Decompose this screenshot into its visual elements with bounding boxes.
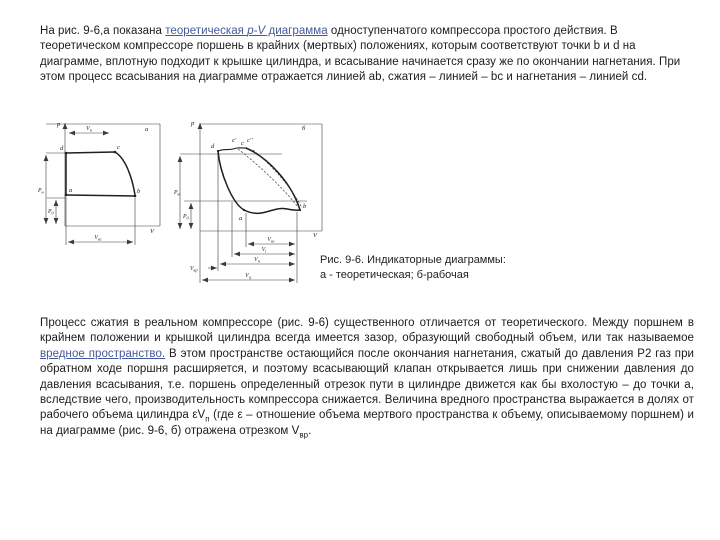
dead-space-link[interactable]: вредное пространство. (40, 347, 166, 360)
point-a-label-b: a (239, 215, 243, 222)
dim-vc-label: $V_ц$ (245, 273, 251, 280)
axis-v-label-b: V (313, 232, 317, 239)
figure-caption-subtitle: а - теоретическая; б-рабочая (320, 269, 469, 281)
dim-vi-label: $V_i$ (261, 247, 267, 254)
figure-caption (320, 253, 506, 283)
pv-diagram-theoretical (38, 116, 170, 256)
point-d-label-a: d (60, 145, 64, 152)
diagram-a-labels (38, 121, 155, 241)
figure-caption-title: Рис. 9-6. Индикаторные диаграммы: (320, 254, 506, 266)
point-c-doubleprime-label: c'' (247, 137, 253, 144)
diagram-b-reference-lines (180, 151, 307, 271)
point-d-label-b: d (211, 143, 215, 150)
vvr-subscript: вр (299, 430, 309, 440)
point-c-label-b: c (241, 140, 244, 147)
paragraph-real-compressor (40, 316, 694, 439)
point-c-label-a: c (117, 144, 120, 151)
dim-pn-label-a: $P_н$ (38, 188, 44, 195)
paragraph-intro (40, 24, 692, 86)
point-a-label-a: a (69, 187, 73, 194)
subfigure-a-label: а (145, 126, 149, 133)
real-text-mid: В этом пространстве остающийся после окончания нагнетания, сжатый до давления Р2 газ при обратном ходе поршня расширяется, и поэтому всасывающий клапан открывается лишь при снижении давления до давления всасывания, т.е. поршень определенный отрезок пути в цилиндре движется как бы вхолостую – до точки a, вследствие чего, производительность компрессора снижается. Величина вредного пространства выражается в долях от рабочего объема цилиндра εV (40, 347, 694, 422)
point-c-prime-label: c' (232, 137, 237, 144)
diagram-b-frame (200, 124, 322, 231)
dim-vvr-label: $V_{вр}$ (190, 266, 198, 273)
diagram-a-frame (46, 124, 160, 226)
link-text-pv: p-V (247, 25, 266, 37)
axis-p-label-b: p (191, 120, 195, 127)
axis-p-label-a: p (57, 121, 61, 128)
point-b-label-b: b (303, 203, 307, 210)
diagram-b-axes (200, 123, 322, 231)
theoretical-pv-diagram-link[interactable] (165, 25, 327, 37)
subfigure-b-label: б (302, 125, 306, 132)
diagram-a-process-lines (65, 151, 137, 198)
dim-vp-label: $V_п$ (254, 257, 260, 264)
dim-vvs-label-b: $V_{вс}$ (267, 237, 275, 244)
epsilon-vp-subscript: п (205, 414, 210, 424)
point-b-label-a: b (137, 188, 141, 195)
dim-pn-label-b: $P_н$ (174, 190, 180, 197)
intro-text-start: На рис. 9-6,а показана (40, 25, 166, 37)
link-text-1: теоретическая (165, 25, 248, 37)
real-text-start: Процесс сжатия в реальном компрессоре (рис. 9-6) существенного отличается от теоретического. Между поршнем в крайнем положении и крышкой цилиндра всегда имеется зазор, образующий свободный объем, или так называемое (40, 317, 694, 345)
dim-p0-label-b: $P_0$ (183, 214, 189, 221)
dim-p0-label-a: $P_0$ (48, 209, 54, 216)
real-text-end: . (308, 424, 312, 437)
pv-diagram-real (174, 116, 326, 292)
dim-vn-label: $V_н$ (86, 126, 92, 133)
diagram-a-axes (65, 123, 160, 226)
diagram-b-process-lines (217, 148, 302, 214)
intro-text-end: одноступенчатого компрессора простого действия. В теоретическом компрессоре поршень в крайних (мертвых) положениях, которым соответствуют точки b и d на диаграмме, вплотную подходит к крышке цилиндра, и всасывание начинается сразу же по окончании нагнетания. При этом процесс всасывания на диаграмме отражается линией ab, сжатия – линией – bc и нагнетания – линией cd. (40, 25, 681, 84)
link-text-2: диаграмма (265, 25, 328, 37)
real-text-mid2: (где ε – отношение объема мертвого пространства к объему, описываемому поршнем) и на диаграмме (рис. 9-6, б) отражена отрезком V (40, 409, 694, 437)
axis-v-label-a: V (150, 228, 154, 235)
dim-vvs-label-a: $V_{вс}$ (94, 235, 102, 242)
